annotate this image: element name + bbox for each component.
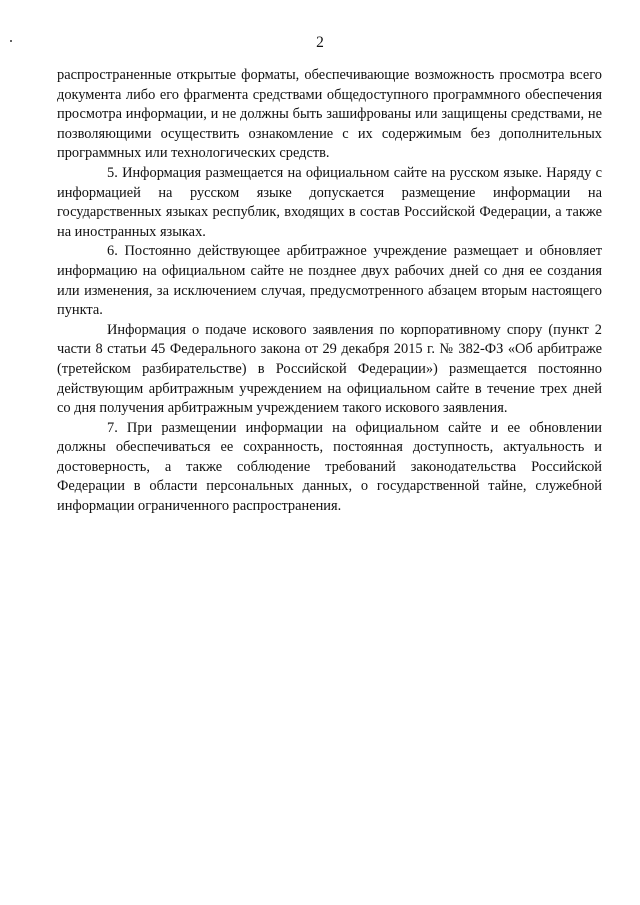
- page-number: 2: [316, 34, 324, 51]
- paragraph-item-6-second: Информация о подаче искового заявления по корпоративному спору (пункт 2 части 8 статьи 45 Федерального закона от 29 декабря 2015 г. № 382-ФЗ «Об арбитраже (третейском разбирательстве) в Российской Федерации») размещается постоянно действующим арбитражным учреждением на официальном сайте в течение трех дней со дня получения арбитражным учреждением такого искового заявления.: [57, 321, 602, 417]
- paragraph-item-5: 5. Информация размещается на официальном сайте на русском языке. Наряду с информацией на русском языке допускается размещение информации на государственных языках республик, входящих в состав Российской Федерации, а также на иностранных языках.: [57, 164, 602, 240]
- paragraph-item-7: 7. При размещении информации на официальном сайте и ее обновлении должны обеспечиваться ее сохранность, постоянная доступность, актуальность и достоверность, а также соблюдение требований законодательства Российской Федерации в области персональных данных, о государственной тайне, служебной информации ограниченного распространения.: [57, 419, 602, 515]
- document-body: [57, 66, 602, 517]
- paragraph-item-6: 6. Постоянно действующее арбитражное учреждение размещает и обновляет информацию на официальном сайте не позднее двух рабочих дней со дня ее создания или изменения, за исключением случая, предусмотренного абзацем вторым настоящего пункта.: [57, 243, 602, 319]
- paragraph-continuation: распространенные открытые форматы, обеспечивающие возможность просмотра всего документа либо его фрагмента средствами общедоступного программного обеспечения просмотра информации, и не должны быть зашифрованы или защищены средствами, не позволяющими осуществить ознакомление с их содержимым без дополнительных программных или технологических средств.: [57, 67, 602, 162]
